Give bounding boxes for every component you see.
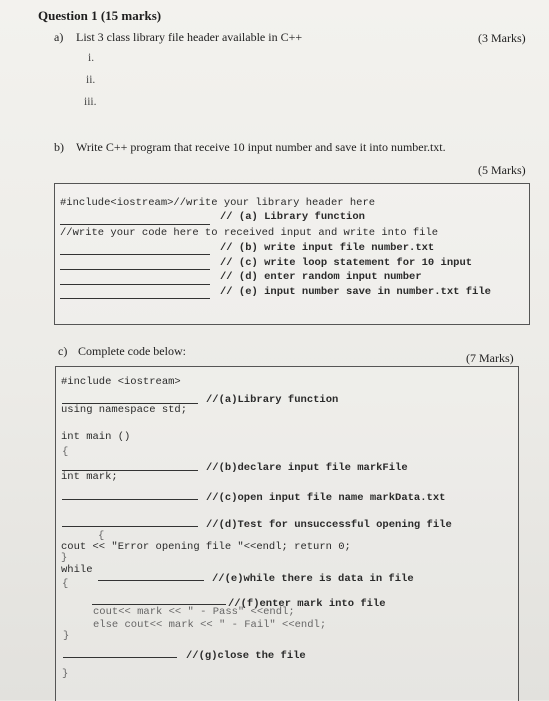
answer-blank[interactable]: [98, 580, 204, 581]
part-a-item-1: i.: [88, 52, 95, 64]
code-brace-open-2: {: [98, 530, 105, 542]
part-b-code-line-3: //write your code here to received input and write into file: [60, 227, 439, 239]
answer-blank[interactable]: [62, 499, 198, 500]
code-brace-close-2: }: [63, 630, 70, 642]
answer-blank[interactable]: [60, 269, 210, 270]
code-comment-a: //(a)Library function: [206, 394, 339, 406]
code-comment-f: //(f)enter mark into file: [228, 598, 386, 610]
part-c-marks: (7 Marks): [466, 351, 514, 365]
code-brace-close: }: [61, 552, 68, 564]
answer-blank[interactable]: [60, 224, 210, 225]
code-comment-d: //(d)Test for unsuccessful opening file: [206, 519, 452, 531]
part-b-code-line-7: // (e) input number save in number.txt file: [220, 286, 491, 298]
part-a-question: List 3 class library file header available in C++: [76, 30, 303, 44]
part-a-marks: (3 Marks): [478, 31, 526, 45]
code-comment-b: //(b)declare input file markFile: [206, 462, 408, 474]
part-a-item-3: iii.: [84, 96, 97, 108]
part-c-label: c): [58, 344, 68, 358]
code-brace-close-3: }: [62, 668, 69, 680]
code-while: while: [61, 564, 93, 576]
code-else-fail: else cout<< mark << " - Fail" <<endl;: [93, 619, 327, 631]
code-include: #include <iostream>: [61, 376, 181, 388]
part-a-item-2: ii.: [86, 74, 96, 86]
code-int-main: int main (): [61, 431, 131, 443]
code-cout-error: cout << "Error opening file "<<endl; return 0;: [61, 541, 351, 553]
answer-blank[interactable]: [60, 254, 210, 255]
code-brace-open: {: [62, 446, 69, 458]
answer-blank[interactable]: [60, 298, 210, 299]
code-cout-pass: cout<< mark << " - Pass" <<endl;: [93, 606, 295, 618]
part-b-code-line-4: // (b) write input file number.txt: [220, 242, 435, 254]
answer-blank[interactable]: [92, 604, 226, 605]
code-brace-open-3: {: [62, 578, 69, 590]
part-b-code-line-5: // (c) write loop statement for 10 input: [220, 257, 473, 269]
code-comment-g: //(g)close the file: [186, 650, 306, 662]
part-b-code-line-6: // (d) enter random input number: [220, 271, 422, 283]
part-b-code-line-1: #include<iostream>//write your library header here: [60, 197, 376, 209]
part-b-label: b): [54, 140, 64, 154]
part-b-marks: (5 Marks): [478, 163, 526, 177]
code-using: using namespace std;: [61, 404, 188, 416]
code-comment-c: //(c)open input file name markData.txt: [206, 492, 446, 504]
code-comment-e: //(e)while there is data in file: [212, 573, 414, 585]
answer-blank[interactable]: [62, 526, 198, 527]
answer-blank[interactable]: [60, 284, 210, 285]
part-b-question: Write C++ program that receive 10 input number and save it into number.txt.: [76, 140, 446, 154]
part-a-label: a): [54, 30, 64, 44]
code-int-mark: int mark;: [61, 471, 118, 483]
part-c-question: Complete code below:: [78, 344, 186, 358]
part-b-code-line-2: // (a) Library function: [220, 211, 365, 223]
answer-blank[interactable]: [63, 657, 177, 658]
question-title: Question 1 (15 marks): [38, 8, 162, 23]
